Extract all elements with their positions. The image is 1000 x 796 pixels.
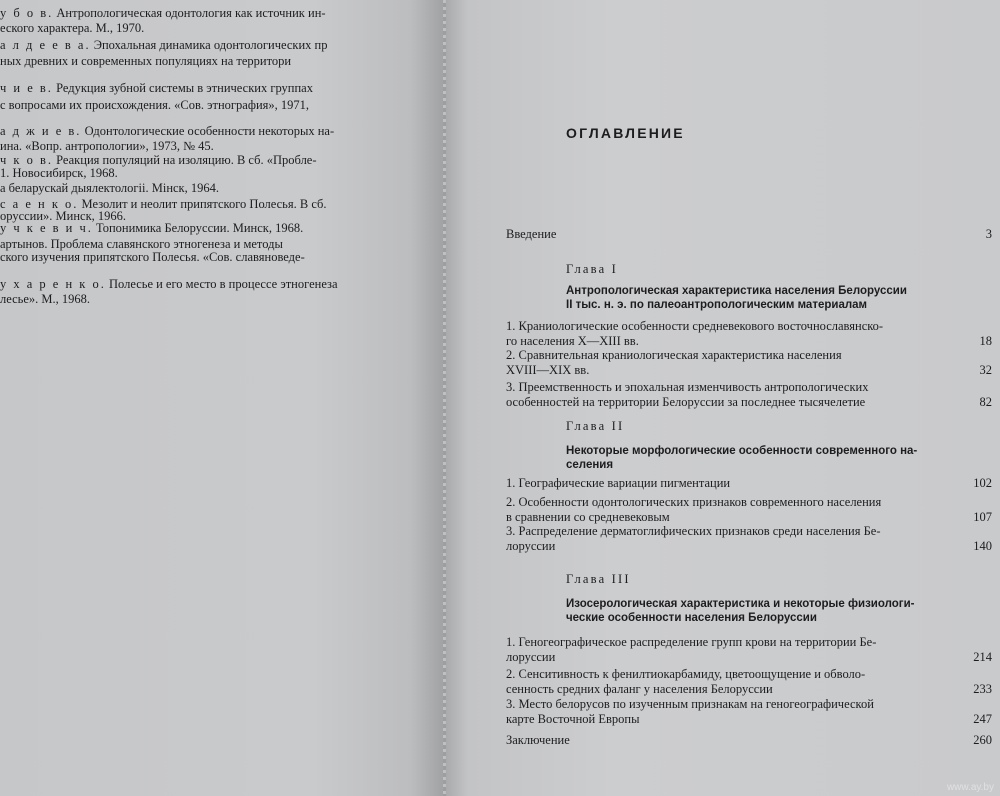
chapter-title: Некоторые морфологические особенности современного на- селения — [566, 445, 918, 471]
toc-entry: 1. Геногеографическое распределение групп крови на территории Бе- лоруссии 214 — [506, 635, 992, 664]
page-number: 3 — [985, 227, 992, 241]
toc-entry: 2. Сенситивность к фенилтиокарбамиду, цветоощущение и обволо- сенность средних фаланг у населения Белоруссии 233 — [506, 667, 992, 696]
chapter-heading: Глава I — [566, 262, 619, 276]
bibliography-entry: ч и е в. Редукция зубной системы в этнических группах — [0, 81, 313, 95]
bibliography-entry: у х а р е н к о. Полесье и его место в процессе этногенеза — [0, 277, 338, 291]
bibliography-line: ных древних и современных популяциях на территори — [0, 54, 292, 68]
bibliography-entry: у ч к е в и ч. Топонимика Белоруссии. Минск, 1968. — [0, 221, 304, 235]
bibliography-entry: артынов. Проблема славянского этногенеза и методы — [0, 237, 283, 251]
chapter-title: Антропологическая характеристика населения Белоруссии II тыс. н. э. по палеоантропологическим материалам — [566, 285, 907, 311]
bibliography-line: ского изучения припятского Полесья. «Сов. славяноведе- — [0, 250, 305, 264]
page-number: 140 — [973, 538, 992, 553]
page-number: 82 — [979, 394, 992, 409]
toc-entry: 1. Краниологические особенности средневекового восточнославянско- го населения X—XIII вв. 18 — [506, 319, 992, 348]
page-number: 102 — [973, 476, 992, 490]
chapter-heading: Глава III — [566, 572, 631, 586]
bibliography-entry: а л д е е в а. Эпохальная динамика одонтологических пр — [0, 38, 328, 52]
toc-entry-intro: Введение 3 — [506, 227, 992, 241]
chapter-heading: Глава II — [566, 419, 625, 433]
page-number: 214 — [973, 649, 992, 664]
bibliography-entry: ч к о в. Реакция популяций на изоляцию. В сб. «Пробле- — [0, 153, 317, 167]
page-number: 260 — [973, 733, 992, 747]
watermark: www.ay.by — [946, 782, 994, 793]
toc-entry: 3. Место белорусов по изученным признакам на геногеографической карте Восточной Европы 247 — [506, 697, 992, 726]
page-number: 32 — [979, 362, 992, 377]
page-number: 18 — [979, 333, 992, 348]
page-number: 233 — [973, 681, 992, 696]
toc-entry: 3. Распределение дерматоглифических признаков среди населения Бе- лоруссии 140 — [506, 524, 992, 553]
bibliography-line: лесье». М., 1968. — [0, 292, 91, 306]
bibliography-line: оруссии». Минск, 1966. — [0, 209, 127, 223]
bibliography-entry: у б о в. Антропологическая одонтология как источник ин- — [0, 6, 326, 20]
page-number: 107 — [973, 509, 992, 524]
bibliography-entry: а беларускай дыялектологіі. Мінск, 1964. — [0, 181, 220, 195]
toc-entry: 2. Особенности одонтологических признаков современного населения в сравнении со средневековым 107 — [506, 495, 992, 524]
page-title: ОГЛАВЛЕНИЕ — [566, 125, 685, 141]
bibliography-line: ина. «Вопр. антропологии», 1973, № 45. — [0, 139, 214, 153]
toc-entry-conclusion: Заключение 260 — [506, 733, 992, 747]
page-number: 247 — [973, 711, 992, 726]
bibliography-line: с вопросами их происхождения. «Сов. этнография», 1971, — [0, 98, 310, 112]
chapter-title: Изосерологическая характеристика и некоторые физиологи- ческие особенности населения Белоруссии — [566, 598, 915, 624]
toc-entry: 3. Преемственность и эпохальная изменчивость антропологических особенностей на территории Белоруссии за последнее тысячелетие 82 — [506, 380, 992, 409]
toc-entry: 1. Географические вариации пигментации 102 — [506, 476, 992, 490]
bibliography-entry: а д ж и е в. Одонтологические особенности некоторых на- — [0, 124, 335, 138]
toc-entry: 2. Сравнительная краниологическая характеристика населения XVIII—XIX вв. 32 — [506, 348, 992, 377]
bibliography-line: еского характера. М., 1970. — [0, 21, 145, 35]
bibliography-line: 1. Новосибирск, 1968. — [0, 166, 118, 180]
bibliography-entry: с а е н к о. Мезолит и неолит припятского Полесья. В сб. — [0, 197, 327, 211]
left-page — [0, 0, 446, 796]
